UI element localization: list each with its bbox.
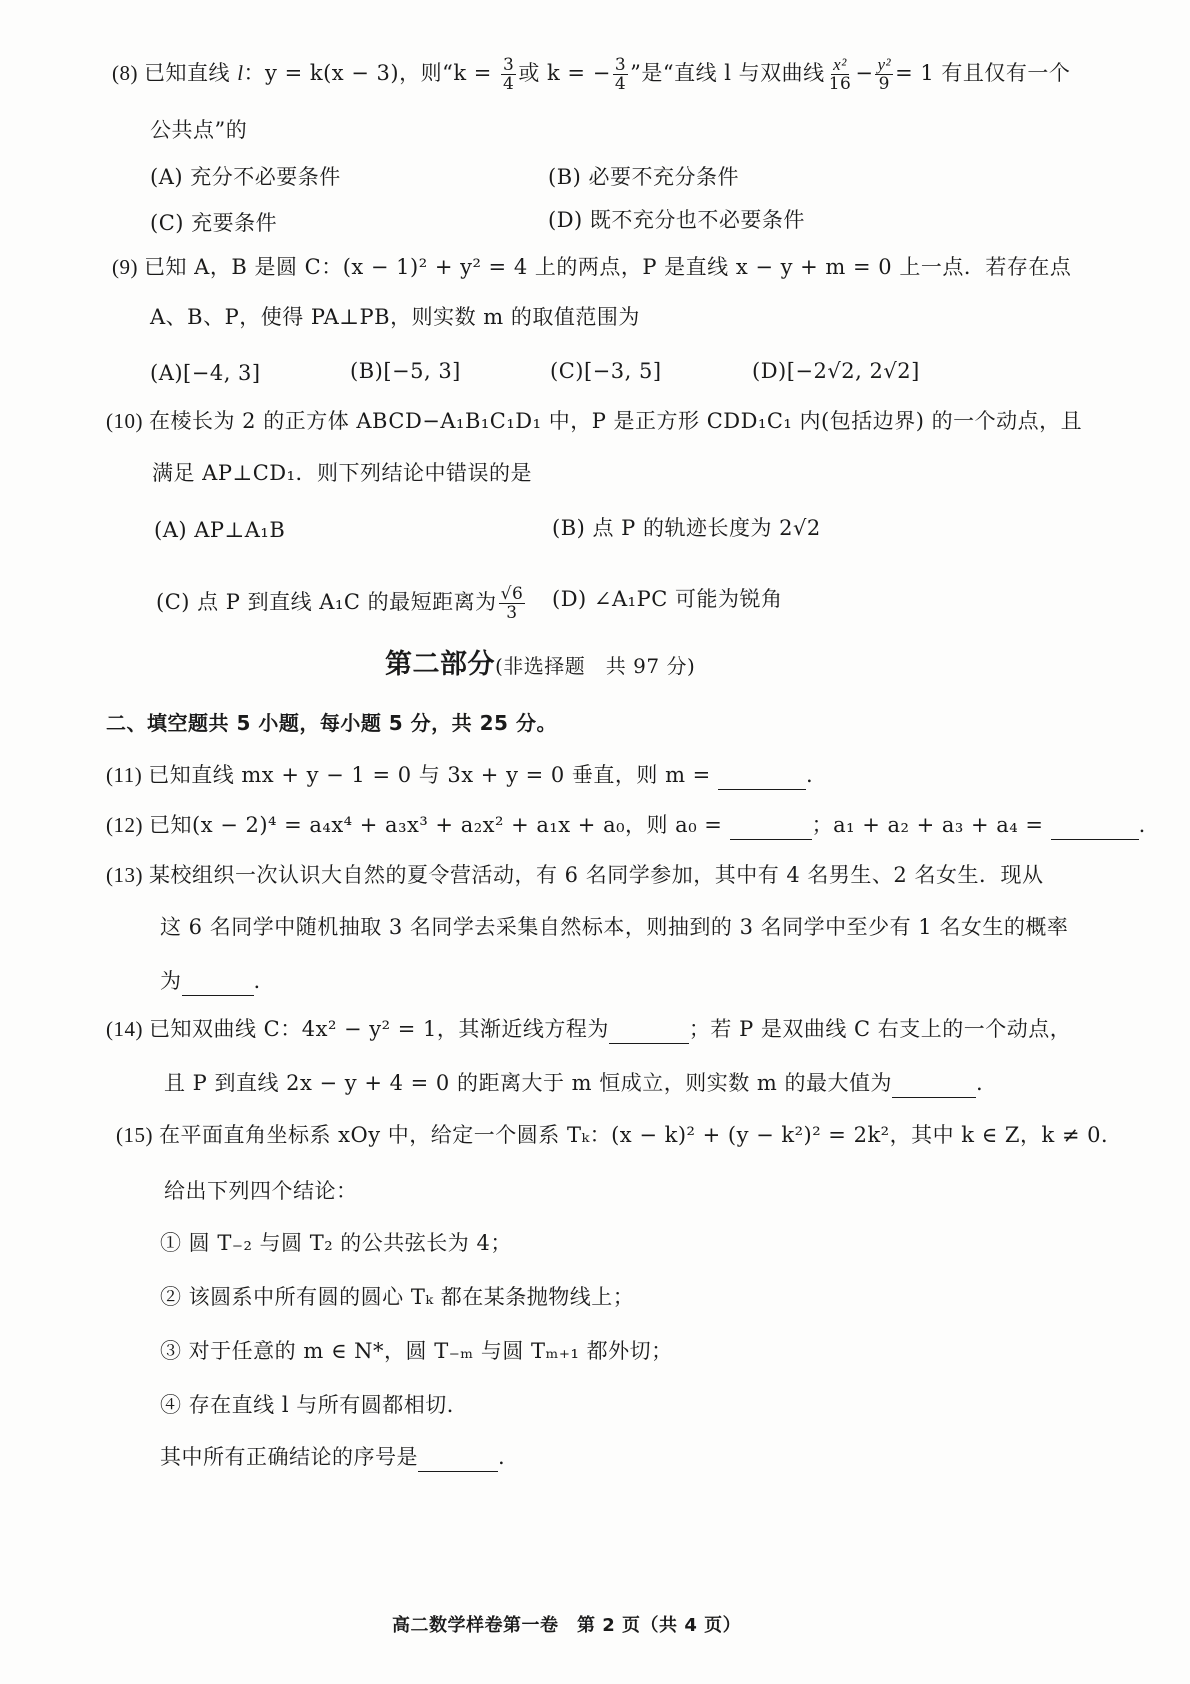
question-12: (12) 已知(x − 2)⁴ = a₄x⁴ + a₃x³ + a₂x² + a₁x + a₀，则 a₀ = ；a₁ + a₂ + a₃ + a₄ = . xyxy=(106,810,1146,840)
question-13-line-2: 这 6 名同学中随机抽取 3 名同学去采集自然标本，则抽到的 3 名同学中至少有 1 名女生的概率 xyxy=(160,915,1069,939)
part-title: 第二部分 xyxy=(385,649,495,680)
option-9c: (C)[−3, 5] xyxy=(550,359,662,383)
option-10b: (B) 点 P 的轨迹长度为 2√2 xyxy=(552,516,821,540)
section-heading: 二、填空题共 5 小题，每小题 5 分，共 25 分。 xyxy=(106,711,557,735)
answer-blank-a0[interactable] xyxy=(730,817,812,840)
fraction: $\frac{√6}{3}$ xyxy=(500,584,524,623)
question-8-line-1: (8) 已知直线 l：y = k(x − 3)，则“k = $\frac{3}{4}$ 或 k = − $\frac{3}{4}$ ”是“直线 l 与双曲线 $\frac{\text{x²}}{16}$ − $\frac{\text{y²}}{9}$ = 1 有且仅有一个 xyxy=(112,55,1071,94)
page-footer: 高二数学样卷第一卷 第 2 页（共 4 页） xyxy=(392,1615,742,1636)
question-14-line-2: 且 P 到直线 2x − y + 4 = 0 的距离大于 m 恒成立，则实数 m 的最大值为 . xyxy=(164,1068,983,1098)
option-9b: (B)[−5, 3] xyxy=(350,359,461,383)
question-11: (11) 已知直线 mx + y − 1 = 0 与 3x + y = 0 垂直，则 m = . xyxy=(106,760,813,790)
question-14-line-1: (14) 已知双曲线 C：4x² − y² = 1，其渐近线方程为 ；若 P 是双曲线 C 右支上的一个动点， xyxy=(106,1014,1071,1044)
conclusion-1: ① 圆 T₋₂ 与圆 T₂ 的公共弦长为 4； xyxy=(160,1231,512,1255)
question-9-line-1: (9) 已知 A，B 是圆 C：(x − 1)² + y² = 4 上的两点，P 是直线 x − y + m = 0 上一点．若存在点 xyxy=(112,255,1072,279)
question-13-line-1: (13) 某校组织一次认识大自然的夏令营活动，有 6 名同学参加，其中有 4 名男生、2 名女生．现从 xyxy=(106,863,1044,887)
question-number: (8) xyxy=(112,61,138,85)
fraction: $\frac{\text{x²}}{16}$ xyxy=(828,55,852,94)
option-10a: (A) AP⊥A₁B xyxy=(154,518,286,542)
option-8a: (A) 充分不必要条件 xyxy=(150,165,341,189)
option-8c: (C) 充要条件 xyxy=(150,211,278,235)
option-8b: (B) 必要不充分条件 xyxy=(548,165,739,189)
question-8-line-2: 公共点”的 xyxy=(150,118,248,142)
option-9d: (D)[−2√2, 2√2] xyxy=(752,359,920,383)
answer-blank[interactable] xyxy=(418,1449,498,1472)
question-15-line-2: 给出下列四个结论： xyxy=(164,1179,358,1203)
option-10d: (D) ∠A₁PC 可能为锐角 xyxy=(552,587,783,611)
answer-blank-asymptote[interactable] xyxy=(609,1021,689,1044)
conclusion-3: ③ 对于任意的 m ∈ N*，圆 T₋ₘ 与圆 Tₘ₊₁ 都外切； xyxy=(160,1339,673,1363)
question-10-line-2: 满足 AP⊥CD₁．则下列结论中错误的是 xyxy=(152,461,533,485)
fraction: $\frac{3}{4}$ xyxy=(503,55,515,94)
answer-blank[interactable] xyxy=(718,767,806,790)
question-10-line-1: (10) 在棱长为 2 的正方体 ABCD−A₁B₁C₁D₁ 中，P 是正方形 CDD₁C₁ 内(包括边界) 的一个动点，且 xyxy=(106,409,1083,433)
question-13-line-3: 为 . xyxy=(160,966,261,996)
option-9a: (A)[−4, 3] xyxy=(150,361,261,385)
question-15-line-1: (15) 在平面直角坐标系 xOy 中，给定一个圆系 Tₖ：(x − k)² + (y − k²)² = 2k²，其中 k ∈ Z，k ≠ 0． xyxy=(116,1123,1123,1147)
answer-blank[interactable] xyxy=(182,973,254,996)
answer-blank-sum[interactable] xyxy=(1051,817,1139,840)
part-2-header xyxy=(385,650,695,681)
fraction: $\frac{3}{4}$ xyxy=(614,55,627,94)
option-10c: (C) 点 P 到直线 A₁C 的最短距离为 $\frac{√6}{3}$ xyxy=(156,584,524,623)
option-8d: (D) 既不充分也不必要条件 xyxy=(548,208,805,232)
fraction: $\frac{\text{y²}}{9}$ xyxy=(877,55,892,94)
conclusion-2: ② 该圆系中所有圆的圆心 Tₖ 都在某条抛物线上； xyxy=(160,1285,635,1309)
question-15-final: 其中所有正确结论的序号是 . xyxy=(160,1442,505,1472)
part-subtitle: (非选择题 共 97 分) xyxy=(495,654,696,678)
answer-blank-max-m[interactable] xyxy=(892,1075,976,1098)
question-9-line-2: A、B、P，使得 PA⊥PB，则实数 m 的取值范围为 xyxy=(150,305,640,329)
conclusion-4: ④ 存在直线 l 与所有圆都相切． xyxy=(160,1393,469,1417)
